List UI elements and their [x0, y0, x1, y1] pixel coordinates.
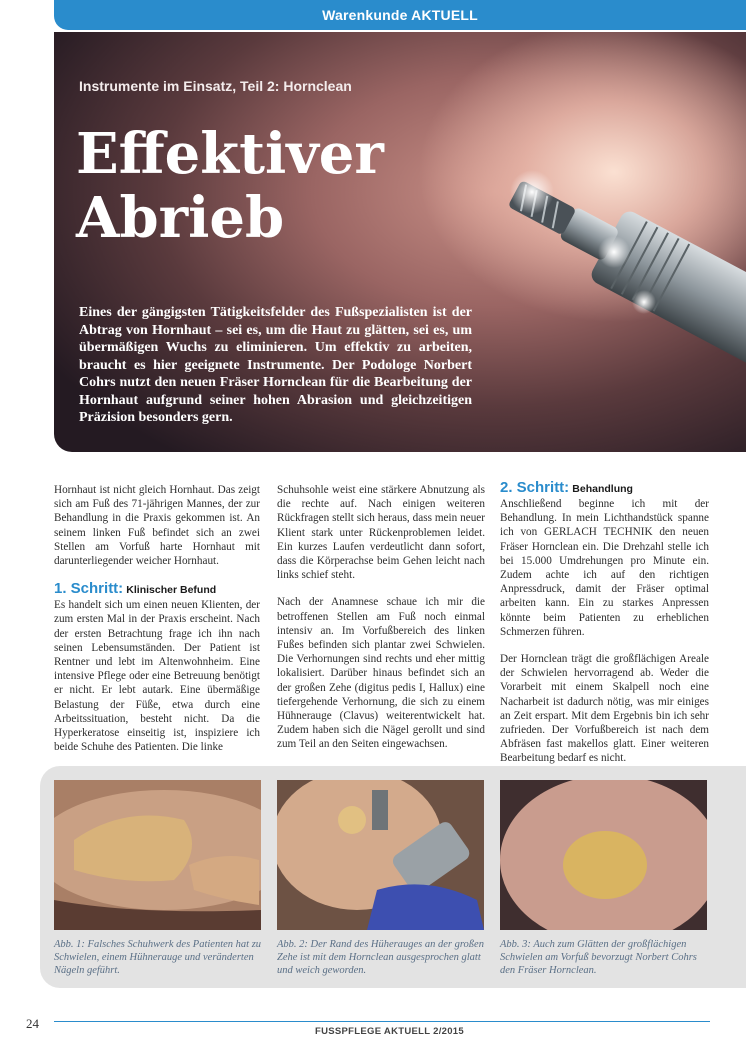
figure-2-caption: Abb. 2: Der Rand des Hüherauges an der großen Zehe ist mit dem Hornclean ausgesprochen glatt und weich geworden.	[277, 939, 484, 976]
step-2-number: 2. Schritt:	[500, 479, 570, 496]
article-subtitle: Instrumente im Einsatz, Teil 2: Hornclean	[79, 78, 352, 94]
article-title	[76, 122, 384, 250]
article-column-2	[277, 483, 485, 765]
hero-image	[54, 32, 746, 452]
step-2-name: Behandlung	[572, 483, 633, 495]
figure-3-caption: Abb. 3: Auch zum Glätten der großflächigen Schwielen am Vorfuß bevorzugt Norbert Cohrs den Fräser Hornclean.	[500, 939, 697, 976]
intro-paragraph: Hornhaut ist nicht gleich Hornhaut. Das zeigt sich am Fuß des 71-jährigen Mannes, der zur Behandlung in die Praxis gekommen ist. An seinem linken Fuß befindet sich an zwei Stellen am Vorfuß harte Hornhaut mit darunterliegender weicher Hornhaut.	[54, 484, 260, 568]
title-line-2: Abrieb	[76, 185, 285, 251]
journal-name: FUSSPFLEGE AKTUELL 2/2015	[315, 1026, 464, 1037]
page-number: 24	[26, 1016, 39, 1031]
step-2-paragraph-2: Der Hornclean trägt die großflächigen Areale der Schwielen hervorragend ab. Weder die Vorarbeit mit einem Skalpell noch eine Nacharbeit ist dadurch nötig, was mir einiges an Zeit erspart. Mit dem Ergebnis bin ich sehr zufrieden. Der Vorfußbereich ist nach dem Abfräsen fast makellos glatt. Einer weiteren Bearbeitung bedarf es nicht.	[500, 653, 709, 765]
article-column-3	[500, 479, 709, 779]
step-1-paragraph: Es handelt sich um einen neuen Klienten, der zum ersten Mal in der Praxis erscheint. Nach der ersten Betrachtung frage ich ihn nach seinen Lebensumständen. Der Patient ist Rentner und lebt im Altenwohnheim. Eine intensive Pflege oder eine Betreuung benötigt er nicht. Er lebt autark. Eine übermäßige Belastung der Füße, etwa durch eine Arbeitssituation, besteht nicht. Da die Hyperkeratose einseitig ist, inspiziere ich beide Schuhe des Patienten. Die linke	[54, 599, 260, 754]
figure-3-photo	[500, 780, 707, 930]
step-2-paragraph-1: Anschließend beginne ich mit der Behandlung. In mein Lichthandstück spanne ich von GERLACH TECHNIK den neuen Fräser Hornclean ein. Die Drehzahl stelle ich bei 15.000 Umdrehungen pro Minute ein. Zudem achte ich auf den richtigen Anpressdruck, damit der Fräser optimal arbeiten kann. Ein zu starkes Anpressen könnte beim Patienten zu erheblichen Schmerzen führen.	[500, 498, 709, 638]
section-header-bar	[54, 0, 746, 30]
step-1-name: Klinischer Befund	[126, 584, 217, 597]
column-2-paragraph-2: Nach der Anamnese schaue ich mir die betroffenen Stellen am Fuß noch einmal intensiv an. Im Vorfußbereich des linken Fußes befinden sich plantar zwei Schwielen. Die Verhornungen sind rechts und eher mittig lokalisiert. Darüber hinaus befindet sich an der großen Zehe (digitus pedis I, Hallux) eine tiefergehende Verhornung, die sich zu einem Hühnerauge (Clavus) weiterentwickelt hat. Zudem haben sich die Nägel gerollt und sind zum Teil an den Seiten eingewachsen.	[277, 596, 485, 751]
figure-2-photo	[277, 780, 484, 930]
figure-1-caption: Abb. 1: Falsches Schuhwerk des Patienten hat zu Schwielen, einem Hühnerauge und veränderten Nägeln geführt.	[54, 939, 262, 976]
column-2-paragraph-1: Schuhsohle weist eine stärkere Abnutzung als die rechte auf. Nach einigen weiteren Rückfragen stellt sich heraus, dass mein neuer Klient stark unter Rückenproblemen leidet. Ein kurzes Laufen verdeutlicht dann sofort, dass die Körperachse beim Gehen leicht nach links schief steht.	[277, 484, 485, 582]
step-1-heading	[54, 581, 260, 598]
footer-divider	[54, 1021, 710, 1022]
step-2-heading	[500, 480, 709, 497]
figure-1-photo	[54, 780, 261, 930]
lead-paragraph: Eines der gängigsten Tätigkeitsfelder des Fußspezialisten ist der Abtrag von Hornhaut – sei es, um die Haut zu glätten, sei es, um übermäßigen Wuchs zu eliminieren. Um effektiv zu arbeiten, braucht es hier geeignete Instrumente. Der Podologe Norbert Cohrs nutzt den neuen Fräser Hornclean für die Bearbeitung der Hornhaut aufgrund seiner hohen Abrasion und gleichzeitigen Präzision besonders gern.	[79, 305, 472, 425]
section-title: Warenkunde AKTUELL	[322, 7, 478, 23]
article-column-1	[54, 483, 260, 767]
title-line-1: Effektiver	[76, 121, 384, 187]
step-1-number: 1. Schritt:	[54, 580, 124, 598]
